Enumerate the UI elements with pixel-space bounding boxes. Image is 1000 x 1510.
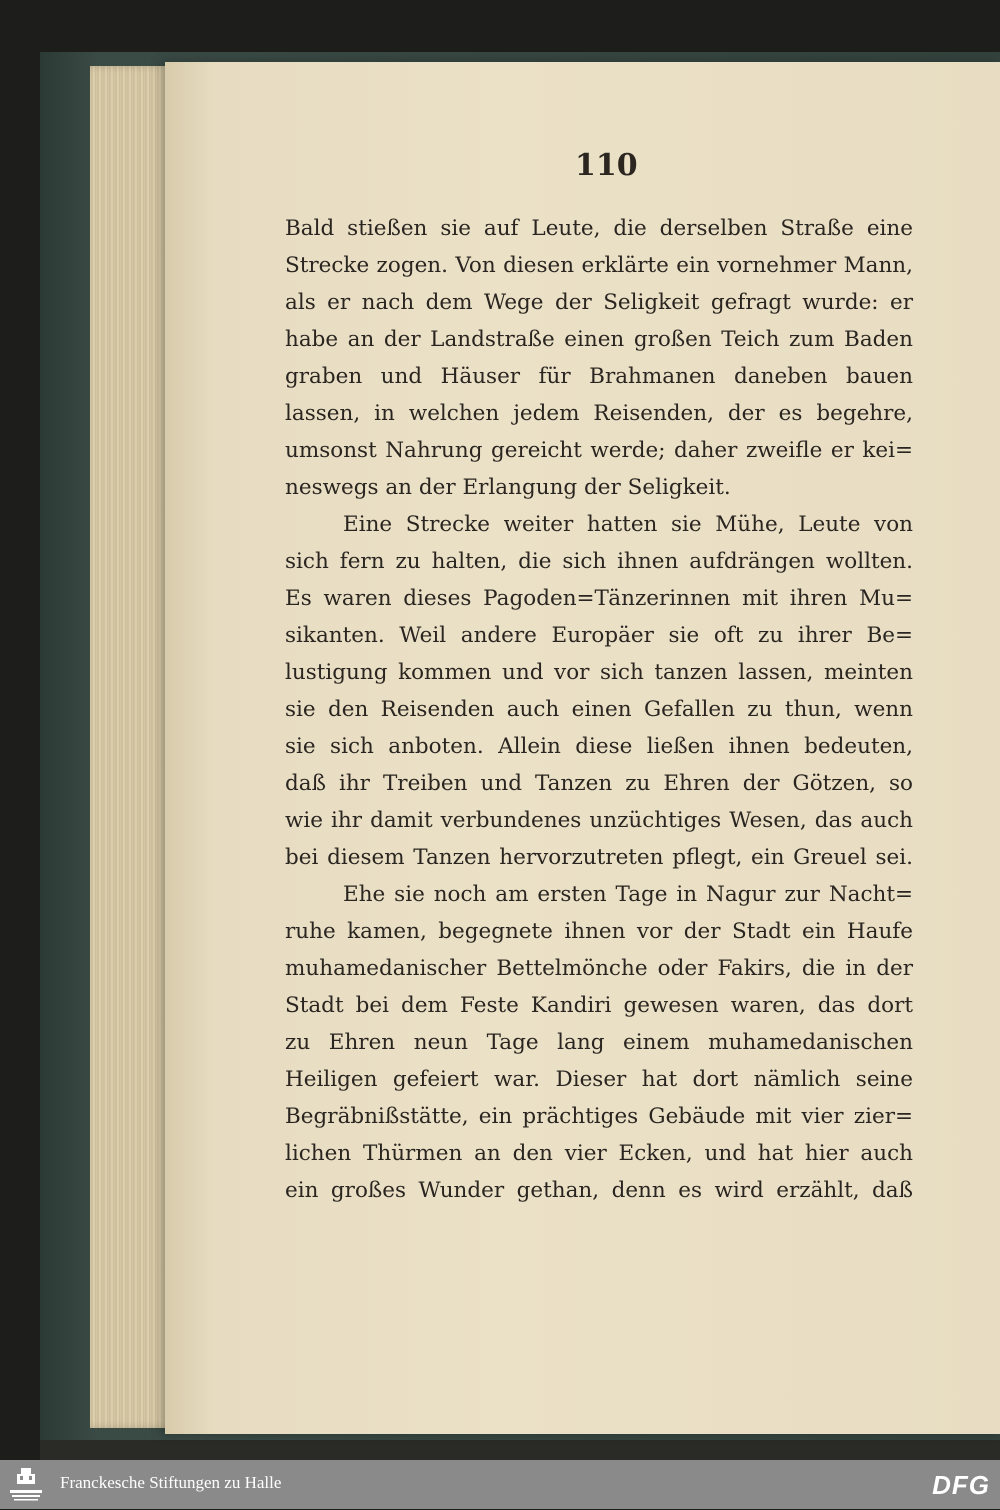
text-line: Strecke zogen. Von diesen erklärte ein vornehmer Mann,	[285, 253, 913, 278]
footer-label: Franckesche Stiftungen zu Halle	[60, 1473, 282, 1492]
text-line: Bald stießen sie auf Leute, die derselben Straße eine	[285, 216, 913, 241]
text-line: sie sich anboten. Allein diese ließen ihnen bedeuten,	[285, 734, 913, 759]
text-line: Es waren dieses Pagoden=Tänzerinnen mit ihren Mu=	[285, 586, 913, 611]
dfg-logo: DFG	[932, 1470, 990, 1500]
text-line: sikanten. Weil andere Europäer sie oft zu ihrer Be=	[285, 623, 913, 648]
page-number: 110	[575, 148, 638, 183]
text-line: habe an der Landstraße einen großen Teich zum Baden	[285, 327, 913, 352]
text-line: ein großes Wunder gethan, denn es wird erzählt, daß	[285, 1178, 913, 1203]
text-line: bei diesem Tanzen hervorzutreten pflegt, ein Greuel sei.	[285, 845, 913, 870]
text-line: Begräbnißstätte, ein prächtiges Gebäude mit vier zier=	[285, 1104, 913, 1129]
text-line: lassen, in welchen jedem Reisenden, der es begehre,	[285, 401, 913, 426]
text-line: lustigung kommen und vor sich tanzen lassen, meinten	[285, 660, 913, 685]
text-line: daß ihr Treiben und Tanzen zu Ehren der Götzen, so	[285, 771, 913, 796]
text-line: graben und Häuser für Brahmanen daneben bauen	[285, 364, 913, 389]
cover-bottom-edge	[40, 1440, 1000, 1460]
text-line: sich fern zu halten, die sich ihnen aufdrängen wollten.	[285, 549, 913, 574]
text-line: Heiligen gefeiert war. Dieser hat dort nämlich seine	[285, 1067, 913, 1092]
text-line: wie ihr damit verbundenes unzüchtiges Wesen, das auch	[285, 808, 913, 833]
text-line: neswegs an der Erlangung der Seligkeit.	[285, 475, 731, 500]
text-line: lichen Thürmen an den vier Ecken, und hat hier auch	[285, 1141, 913, 1166]
text-line: ruhe kamen, begegnete ihnen vor der Stadt ein Haufe	[285, 919, 913, 944]
text-line: Stadt bei dem Feste Kandiri gewesen waren, das dort	[285, 993, 913, 1018]
text-line: muhamedanischer Bettelmönche oder Fakirs, die in der	[285, 956, 913, 981]
text-line: sie den Reisenden auch einen Gefallen zu thun, wenn	[285, 697, 913, 722]
footer-bar	[0, 1460, 1000, 1509]
text-line: Ehe sie noch am ersten Tage in Nagur zur Nacht=	[343, 882, 913, 907]
text-line: als er nach dem Wege der Seligkeit gefragt wurde: er	[285, 290, 913, 315]
text-line: Eine Strecke weiter hatten sie Mühe, Leute von	[343, 512, 913, 537]
text-line: zu Ehren neun Tage lang einem muhamedanischen	[285, 1030, 913, 1055]
franckesche-stiftungen-logo	[6, 1464, 46, 1506]
page-body-text	[285, 210, 913, 1209]
text-line: umsonst Nahrung gereicht werde; daher zweifle er kei=	[285, 438, 913, 463]
